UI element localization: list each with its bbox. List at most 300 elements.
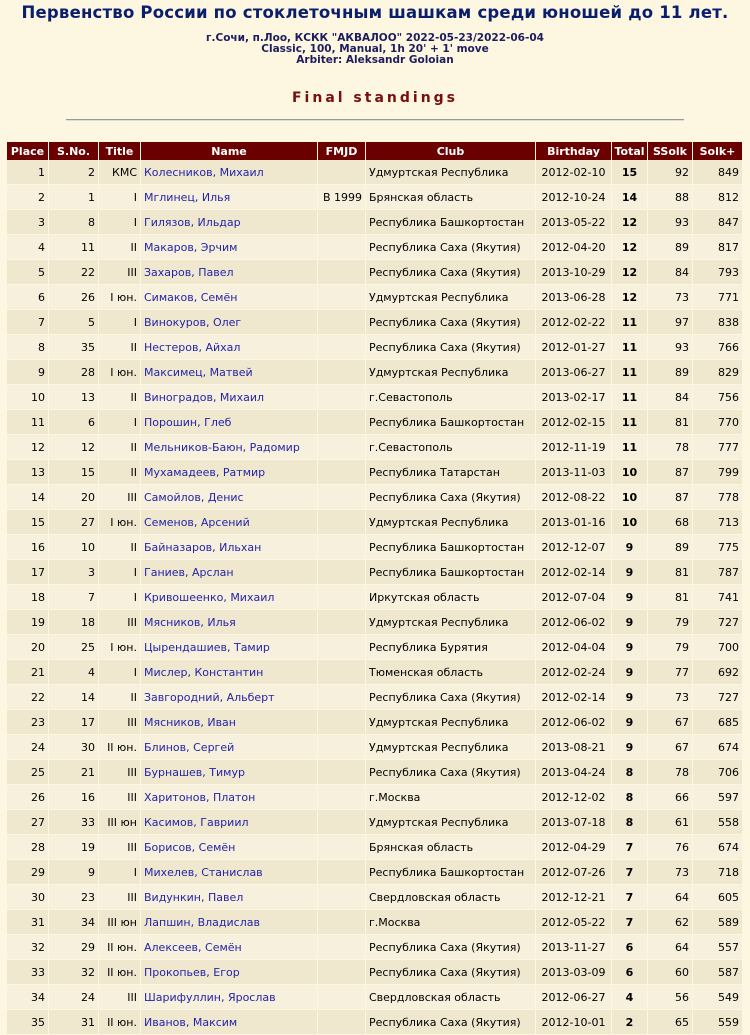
cell-ssolk: 73	[648, 685, 693, 710]
table-row	[7, 910, 743, 935]
cell-place: 8	[7, 335, 49, 360]
cell-title: III юн	[99, 910, 141, 935]
cell-club: Республика Башкортостан	[366, 535, 536, 560]
player-name-link[interactable]: Мглинец, Илья	[144, 190, 231, 204]
cell-total: 9	[612, 610, 648, 635]
table-row	[7, 660, 743, 685]
cell-ssolk: 87	[648, 485, 693, 510]
cell-place: 21	[7, 660, 49, 685]
cell-sno: 6	[49, 410, 99, 435]
cell-ssolk: 79	[648, 635, 693, 660]
cell-birthday: 2012-07-26	[536, 860, 612, 885]
cell-name	[141, 985, 318, 1010]
cell-club: Удмуртская Республика	[366, 810, 536, 835]
cell-title: III	[99, 835, 141, 860]
player-name-link[interactable]: Бурнашев, Тимур	[144, 765, 245, 779]
cell-birthday: 2012-12-21	[536, 885, 612, 910]
cell-place: 34	[7, 985, 49, 1010]
cell-place: 28	[7, 835, 49, 860]
table-row	[7, 160, 743, 185]
cell-ssolk: 89	[648, 235, 693, 260]
player-name-link[interactable]: Алексеев, Семён	[144, 940, 242, 954]
player-name-link[interactable]: Мельников-Баюн, Радомир	[144, 440, 300, 454]
column-header-fmjd[interactable]: FMJD	[318, 142, 366, 160]
cell-place: 5	[7, 260, 49, 285]
cell-title: I	[99, 310, 141, 335]
cell-fmjd	[318, 860, 366, 885]
player-name-link[interactable]: Харитонов, Платон	[144, 790, 256, 804]
cell-total: 14	[612, 185, 648, 210]
player-name-link[interactable]: Касимов, Гавриил	[144, 815, 249, 829]
cell-solkplus: 793	[693, 260, 743, 285]
cell-place: 19	[7, 610, 49, 635]
cell-solkplus: 799	[693, 460, 743, 485]
player-name-link[interactable]: Семенов, Арсений	[144, 515, 250, 529]
player-name-link[interactable]: Лапшин, Владислав	[144, 915, 260, 929]
time-control-line: Classic, 100, Manual, 1h 20' + 1' move	[261, 43, 489, 55]
player-name-link[interactable]: Мислер, Константин	[144, 665, 264, 679]
cell-sno: 27	[49, 510, 99, 535]
cell-fmjd	[318, 260, 366, 285]
cell-club: Республика Башкортостан	[366, 560, 536, 585]
cell-place: 29	[7, 860, 49, 885]
player-name-link[interactable]: Байназаров, Ильхан	[144, 540, 262, 554]
cell-ssolk: 89	[648, 360, 693, 385]
cell-solkplus: 838	[693, 310, 743, 335]
cell-total: 6	[612, 935, 648, 960]
cell-total: 10	[612, 485, 648, 510]
cell-solkplus: 597	[693, 785, 743, 810]
cell-sno: 8	[49, 210, 99, 235]
cell-club: Удмуртская Республика	[366, 710, 536, 735]
table-row	[7, 535, 743, 560]
cell-club: Республика Татарстан	[366, 460, 536, 485]
cell-fmjd	[318, 285, 366, 310]
cell-name	[141, 935, 318, 960]
cell-club: Республика Саха (Якутия)	[366, 935, 536, 960]
cell-name	[141, 160, 318, 185]
player-name-link[interactable]: Шарифуллин, Ярослав	[144, 990, 276, 1004]
cell-birthday: 2013-06-28	[536, 285, 612, 310]
cell-solkplus: 766	[693, 335, 743, 360]
cell-birthday: 2012-08-22	[536, 485, 612, 510]
cell-fmjd	[318, 735, 366, 760]
column-header-birthday[interactable]: Birthday	[536, 142, 612, 160]
table-row	[7, 685, 743, 710]
cell-fmjd	[318, 460, 366, 485]
cell-place: 17	[7, 560, 49, 585]
player-name-link[interactable]: Мясников, Илья	[144, 615, 236, 629]
player-name-link[interactable]: Видункин, Павел	[144, 890, 244, 904]
cell-sno: 17	[49, 710, 99, 735]
table-row	[7, 610, 743, 635]
cell-birthday: 2013-07-18	[536, 810, 612, 835]
cell-ssolk: 56	[648, 985, 693, 1010]
divider	[66, 119, 684, 121]
cell-birthday: 2013-10-29	[536, 260, 612, 285]
player-name-link[interactable]: Захаров, Павел	[144, 265, 234, 279]
cell-birthday: 2012-04-04	[536, 635, 612, 660]
table-row	[7, 360, 743, 385]
player-name-link[interactable]: Самойлов, Денис	[144, 490, 244, 504]
cell-place: 24	[7, 735, 49, 760]
table-row	[7, 510, 743, 535]
cell-sno: 7	[49, 585, 99, 610]
cell-sno: 29	[49, 935, 99, 960]
cell-birthday: 2012-01-27	[536, 335, 612, 360]
cell-name	[141, 285, 318, 310]
cell-ssolk: 88	[648, 185, 693, 210]
cell-title: II юн.	[99, 960, 141, 985]
cell-club: Свердловская область	[366, 885, 536, 910]
cell-place: 35	[7, 1010, 49, 1035]
table-row	[7, 985, 743, 1010]
cell-title: II	[99, 335, 141, 360]
column-header-total[interactable]: Total	[612, 142, 648, 160]
table-row	[7, 410, 743, 435]
cell-name	[141, 685, 318, 710]
cell-ssolk: 65	[648, 1010, 693, 1035]
cell-fmjd	[318, 810, 366, 835]
cell-title: I	[99, 585, 141, 610]
table-row	[7, 560, 743, 585]
player-name-link[interactable]: Михелев, Станислав	[144, 865, 263, 879]
cell-club: г.Севастополь	[366, 435, 536, 460]
cell-total: 7	[612, 860, 648, 885]
cell-total: 12	[612, 260, 648, 285]
cell-fmjd	[318, 610, 366, 635]
cell-title: II	[99, 460, 141, 485]
cell-sno: 21	[49, 760, 99, 785]
cell-sno: 24	[49, 985, 99, 1010]
cell-total: 12	[612, 285, 648, 310]
cell-ssolk: 89	[648, 535, 693, 560]
cell-sno: 31	[49, 1010, 99, 1035]
cell-sno: 10	[49, 535, 99, 560]
player-name-link[interactable]: Мясников, Иван	[144, 715, 236, 729]
cell-sno: 9	[49, 860, 99, 885]
cell-birthday: 2013-05-22	[536, 210, 612, 235]
player-name-link[interactable]: Цырендашиев, Тамир	[144, 640, 270, 654]
cell-title: II	[99, 535, 141, 560]
table-row	[7, 235, 743, 260]
cell-club: Иркутская область	[366, 585, 536, 610]
cell-title: I	[99, 410, 141, 435]
player-name-link[interactable]: Мухамадеев, Ратмир	[144, 465, 266, 479]
cell-name	[141, 535, 318, 560]
cell-total: 9	[612, 660, 648, 685]
cell-ssolk: 76	[648, 835, 693, 860]
column-header-title[interactable]: Title	[99, 142, 141, 160]
cell-sno: 32	[49, 960, 99, 985]
cell-place: 30	[7, 885, 49, 910]
cell-title: I юн.	[99, 635, 141, 660]
standings-table	[7, 142, 743, 1035]
cell-sno: 25	[49, 635, 99, 660]
cell-sno: 22	[49, 260, 99, 285]
player-name-link[interactable]: Колесников, Михаил	[144, 165, 264, 179]
cell-ssolk: 79	[648, 610, 693, 635]
cell-fmjd	[318, 360, 366, 385]
column-header-solkplus[interactable]: Solk+	[693, 142, 743, 160]
cell-name	[141, 885, 318, 910]
cell-title: I юн.	[99, 360, 141, 385]
cell-fmjd	[318, 935, 366, 960]
column-header-name[interactable]: Name	[141, 142, 318, 160]
cell-club: Удмуртская Республика	[366, 285, 536, 310]
player-name-link[interactable]: Симаков, Семён	[144, 290, 238, 304]
cell-fmjd	[318, 435, 366, 460]
cell-birthday: 2012-07-04	[536, 585, 612, 610]
cell-title: II юн.	[99, 1010, 141, 1035]
cell-title: III	[99, 260, 141, 285]
cell-fmjd	[318, 885, 366, 910]
cell-fmjd	[318, 535, 366, 560]
cell-title: II	[99, 235, 141, 260]
cell-total: 9	[612, 735, 648, 760]
cell-total: 2	[612, 1010, 648, 1035]
cell-title: III	[99, 985, 141, 1010]
cell-total: 11	[612, 360, 648, 385]
player-name-link[interactable]: Порошин, Глеб	[144, 415, 232, 429]
cell-ssolk: 93	[648, 210, 693, 235]
cell-birthday: 2013-11-27	[536, 935, 612, 960]
table-row	[7, 335, 743, 360]
cell-total: 9	[612, 685, 648, 710]
cell-sno: 14	[49, 685, 99, 710]
cell-club: Республика Саха (Якутия)	[366, 1010, 536, 1035]
table-row	[7, 860, 743, 885]
cell-fmjd	[318, 760, 366, 785]
arbiter-line: Arbiter: Aleksandr Goloian	[296, 54, 454, 66]
cell-club: Республика Саха (Якутия)	[366, 960, 536, 985]
cell-total: 7	[612, 910, 648, 935]
cell-solkplus: 685	[693, 710, 743, 735]
cell-birthday: 2013-04-24	[536, 760, 612, 785]
player-name-link[interactable]: Прокопьев, Егор	[144, 965, 240, 979]
cell-solkplus: 674	[693, 835, 743, 860]
cell-name	[141, 260, 318, 285]
cell-title: КМС	[99, 160, 141, 185]
cell-ssolk: 97	[648, 310, 693, 335]
player-name-link[interactable]: Кривошеенко, Михаил	[144, 590, 275, 604]
table-header-row	[7, 142, 743, 160]
cell-fmjd	[318, 310, 366, 335]
cell-ssolk: 81	[648, 585, 693, 610]
cell-fmjd	[318, 335, 366, 360]
cell-place: 12	[7, 435, 49, 460]
cell-name	[141, 385, 318, 410]
cell-ssolk: 77	[648, 660, 693, 685]
cell-sno: 3	[49, 560, 99, 585]
cell-sno: 34	[49, 910, 99, 935]
cell-birthday: 2013-02-17	[536, 385, 612, 410]
cell-name	[141, 310, 318, 335]
cell-birthday: 2012-06-02	[536, 610, 612, 635]
cell-title: II	[99, 385, 141, 410]
cell-ssolk: 61	[648, 810, 693, 835]
cell-place: 25	[7, 760, 49, 785]
cell-fmjd: В 1999	[318, 185, 366, 210]
table-row	[7, 710, 743, 735]
cell-name	[141, 1010, 318, 1035]
cell-total: 11	[612, 310, 648, 335]
cell-fmjd	[318, 635, 366, 660]
cell-ssolk: 93	[648, 335, 693, 360]
cell-solkplus: 849	[693, 160, 743, 185]
cell-sno: 5	[49, 310, 99, 335]
cell-total: 9	[612, 585, 648, 610]
cell-fmjd	[318, 510, 366, 535]
cell-solkplus: 727	[693, 610, 743, 635]
table-row	[7, 635, 743, 660]
cell-title: III	[99, 760, 141, 785]
cell-birthday: 2012-06-02	[536, 710, 612, 735]
cell-total: 11	[612, 335, 648, 360]
cell-ssolk: 73	[648, 285, 693, 310]
table-row	[7, 460, 743, 485]
cell-club: Удмуртская Республика	[366, 360, 536, 385]
cell-title: III	[99, 710, 141, 735]
cell-name	[141, 435, 318, 460]
cell-title: I	[99, 660, 141, 685]
cell-total: 9	[612, 535, 648, 560]
column-header-place[interactable]: Place	[7, 142, 49, 160]
column-header-ssolk[interactable]: SSolk	[648, 142, 693, 160]
cell-ssolk: 87	[648, 460, 693, 485]
cell-ssolk: 60	[648, 960, 693, 985]
player-name-link[interactable]: Виноградов, Михаил	[144, 390, 265, 404]
table-row	[7, 760, 743, 785]
column-header-sno[interactable]: S.No.	[49, 142, 99, 160]
cell-club: Республика Саха (Якутия)	[366, 760, 536, 785]
location-line: г.Сочи, п.Лоо, КСКК "АКВАЛОО" 2022-05-23/2022-06-04	[206, 32, 544, 44]
cell-birthday: 2013-11-03	[536, 460, 612, 485]
cell-club: Удмуртская Республика	[366, 610, 536, 635]
cell-total: 15	[612, 160, 648, 185]
column-header-club[interactable]: Club	[366, 142, 536, 160]
cell-club: Тюменская область	[366, 660, 536, 685]
cell-solkplus: 713	[693, 510, 743, 535]
cell-name	[141, 485, 318, 510]
cell-solkplus: 829	[693, 360, 743, 385]
cell-title: III	[99, 610, 141, 635]
cell-total: 10	[612, 510, 648, 535]
cell-fmjd	[318, 410, 366, 435]
cell-sno: 18	[49, 610, 99, 635]
cell-solkplus: 775	[693, 535, 743, 560]
cell-ssolk: 81	[648, 560, 693, 585]
cell-place: 26	[7, 785, 49, 810]
cell-club: Удмуртская Республика	[366, 735, 536, 760]
cell-sno: 26	[49, 285, 99, 310]
table-row	[7, 935, 743, 960]
cell-birthday: 2013-01-16	[536, 510, 612, 535]
player-name-link[interactable]: Нестеров, Айхал	[144, 340, 241, 354]
cell-sno: 2	[49, 160, 99, 185]
cell-name	[141, 585, 318, 610]
cell-fmjd	[318, 385, 366, 410]
cell-total: 11	[612, 435, 648, 460]
cell-solkplus: 557	[693, 935, 743, 960]
player-name-link[interactable]: Макаров, Эрчим	[144, 240, 238, 254]
cell-place: 2	[7, 185, 49, 210]
cell-place: 32	[7, 935, 49, 960]
cell-solkplus: 674	[693, 735, 743, 760]
cell-title: I	[99, 560, 141, 585]
cell-fmjd	[318, 485, 366, 510]
table-row	[7, 960, 743, 985]
player-name-link[interactable]: Завгородний, Альберт	[144, 690, 275, 704]
cell-name	[141, 210, 318, 235]
cell-club: Республика Саха (Якутия)	[366, 310, 536, 335]
cell-club: Республика Саха (Якутия)	[366, 485, 536, 510]
cell-name	[141, 360, 318, 385]
cell-total: 7	[612, 885, 648, 910]
cell-total: 4	[612, 985, 648, 1010]
player-name-link[interactable]: Ганиев, Арслан	[144, 565, 234, 579]
cell-club: Республика Бурятия	[366, 635, 536, 660]
cell-sno: 23	[49, 885, 99, 910]
cell-sno: 12	[49, 435, 99, 460]
cell-ssolk: 78	[648, 760, 693, 785]
cell-club: Удмуртская Республика	[366, 160, 536, 185]
cell-name	[141, 785, 318, 810]
cell-title: II юн.	[99, 935, 141, 960]
cell-ssolk: 84	[648, 385, 693, 410]
cell-place: 31	[7, 910, 49, 935]
table-row	[7, 785, 743, 810]
cell-place: 11	[7, 410, 49, 435]
table-row	[7, 185, 743, 210]
player-name-link[interactable]: Гилязов, Ильдар	[144, 215, 241, 229]
cell-place: 27	[7, 810, 49, 835]
cell-birthday: 2012-11-19	[536, 435, 612, 460]
cell-fmjd	[318, 210, 366, 235]
player-name-link[interactable]: Иванов, Максим	[144, 1015, 238, 1029]
cell-name	[141, 810, 318, 835]
cell-birthday: 2012-02-24	[536, 660, 612, 685]
player-name-link[interactable]: Винокуров, Олег	[144, 315, 242, 329]
cell-name	[141, 660, 318, 685]
cell-birthday: 2012-05-22	[536, 910, 612, 935]
cell-place: 22	[7, 685, 49, 710]
cell-ssolk: 66	[648, 785, 693, 810]
cell-name	[141, 460, 318, 485]
cell-club: Республика Саха (Якутия)	[366, 685, 536, 710]
cell-fmjd	[318, 685, 366, 710]
player-name-link[interactable]: Борисов, Семён	[144, 840, 236, 854]
cell-sno: 28	[49, 360, 99, 385]
cell-club: г.Севастополь	[366, 385, 536, 410]
cell-total: 9	[612, 635, 648, 660]
cell-birthday: 2012-04-20	[536, 235, 612, 260]
cell-ssolk: 64	[648, 935, 693, 960]
cell-sno: 15	[49, 460, 99, 485]
cell-name	[141, 410, 318, 435]
cell-solkplus: 847	[693, 210, 743, 235]
cell-title: II	[99, 435, 141, 460]
cell-sno: 35	[49, 335, 99, 360]
cell-title: III	[99, 885, 141, 910]
cell-total: 11	[612, 385, 648, 410]
cell-birthday: 2012-02-22	[536, 310, 612, 335]
player-name-link[interactable]: Блинов, Сергей	[144, 740, 235, 754]
cell-total: 8	[612, 810, 648, 835]
player-name-link[interactable]: Максимец, Матвей	[144, 365, 253, 379]
cell-ssolk: 73	[648, 860, 693, 885]
cell-name	[141, 610, 318, 635]
